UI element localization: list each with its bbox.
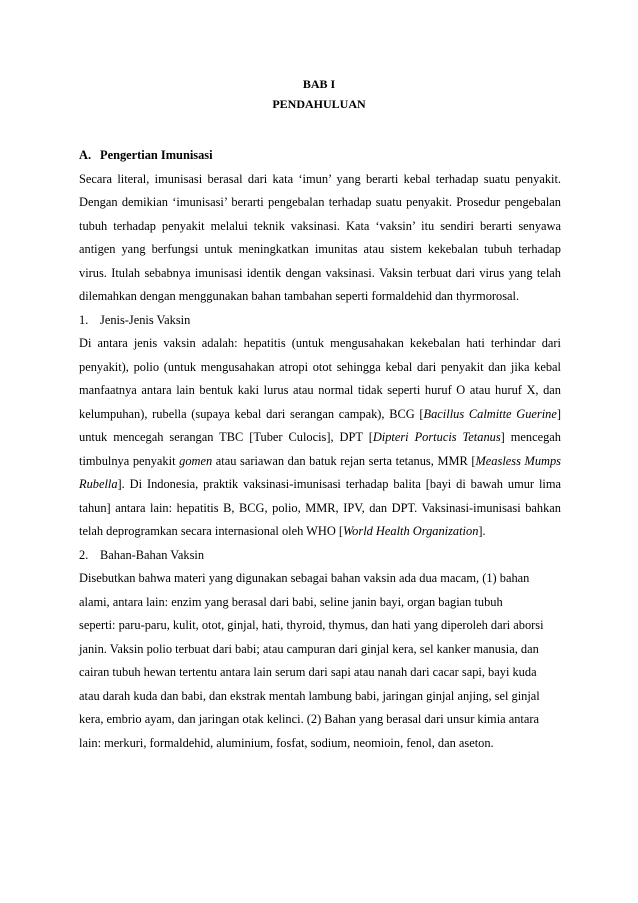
chapter-title: PENDAHULUAN — [272, 97, 366, 111]
text-run: ] untuk mencegah serangan TBC [Tuber Culocis], DPT [ — [79, 406, 561, 444]
text-line: Disebutkan bahwa materi yang digunakan sebagai bahan vaksin ada dua macam, (1) bahan — [79, 571, 530, 585]
subsection-heading — [79, 309, 561, 333]
text-run: ]. — [478, 524, 486, 538]
text-run: atau sariawan dan batuk rejan serta tetanus, MMR [ — [212, 453, 476, 468]
vaccine-types-paragraph — [79, 332, 561, 544]
text-line: lain: merkuri, formaldehid, aluminium, fosfat, sodium, neomioin, fenol, dan aseton. — [79, 735, 494, 750]
section-paragraph: Secara literal, imunisasi berasal dari kata ‘imun’ yang berarti kebal terhadap suatu penyakit. Dengan demikian ‘imunisasi’ berarti pengebalan terhadap suatu penyakit. Prosedur pengebalan tubuh terhadap penyakit melalui teknik vaksinasi. Kata ‘vaksin’ itu sendiri berarti senyawa antigen yang berfungsi untuk meningkatkan imunitas atau sistem kekebalan tubuh terhadap virus. Itulah sebabnya imunisasi identik dengan vaksinasi. Vaksin terbuat dari virus yang telah dilemahkan dengan menggunakan bahan tambahan seperti formaldehid dan thyrmorosal. — [79, 171, 561, 303]
subsection-heading — [79, 544, 561, 568]
text-run: ] mencegah timbulnya penyakit — [79, 430, 561, 468]
text-line: cairan tubuh hewan tertentu antara lain serum dari sapi atau nanah dari cacar sapi, bayi kuda — [79, 665, 537, 679]
section-title: Pengertian Imunisasi — [100, 148, 213, 162]
section-number: A. — [79, 148, 92, 162]
text-line: alami, antara lain: enzim yang berasal dari babi, seline janin bayi, organ bagian tubuh — [79, 594, 503, 609]
vaccine-materials-paragraph — [79, 567, 564, 755]
document-body — [79, 144, 561, 755]
latin-term: Measless Mumps Rubella — [79, 453, 561, 491]
organization-name: World Health Organization — [343, 524, 479, 538]
text-line: seperti: paru-paru, kulit, otot, ginjal, hati, thyroid, thymus, dan hati yang diperoleh dari aborsi — [79, 618, 544, 632]
latin-term: Bacillus Calmitte Guerine — [423, 406, 557, 421]
subsection-number: 1. — [79, 312, 89, 327]
chapter-number: BAB I — [302, 77, 336, 91]
subsection-title: Jenis-Jenis Vaksin — [100, 312, 191, 327]
subsection-title: Bahan-Bahan Vaksin — [100, 547, 205, 562]
latin-term: gomen — [179, 453, 213, 468]
text-run: ]. Di Indonesia, praktik vaksinasi-imunisasi terhadap balita [bayi di bawah umur lima tahun] antara lain: hepatitis B, BCG, polio, MMR, IPV, dan DPT. Vaksinasi-imunisasi bahkan telah deprogramkan secara internasional oleh WHO [ — [79, 477, 561, 538]
subsection-number: 2. — [79, 547, 89, 562]
text-run: Di antara jenis vaksin adalah: hepatitis (untuk mengusahakan kekebalan hati terhindar dari penyakit), polio (untuk mengusahakan atropi otot sehingga kebal dari penyakit dan jika kebal manfaatnya antara lain bentuk kaki lurus atau normal tidak seperti huruf O atau huruf X, dan kelumpuhan), rubella (supaya kebal dari serangan campak), BCG [ — [79, 336, 561, 421]
text-line: janin. Vaksin polio terbuat dari babi; atau campuran dari ginjal kera, sel kanker manusia, dan — [79, 641, 539, 656]
text-line: atau darah kuda dan babi, dan ekstrak mentah lambung babi, jaringan ginjal anjing, sel ginjal — [79, 688, 540, 703]
section-heading — [79, 144, 561, 168]
text-line: kera, embrio ayam, dan jaringan otak kelinci. (2) Bahan yang berasal dari unsur kimia antara — [79, 712, 539, 726]
latin-term: Dipteri Portucis Tetanus — [372, 430, 501, 444]
